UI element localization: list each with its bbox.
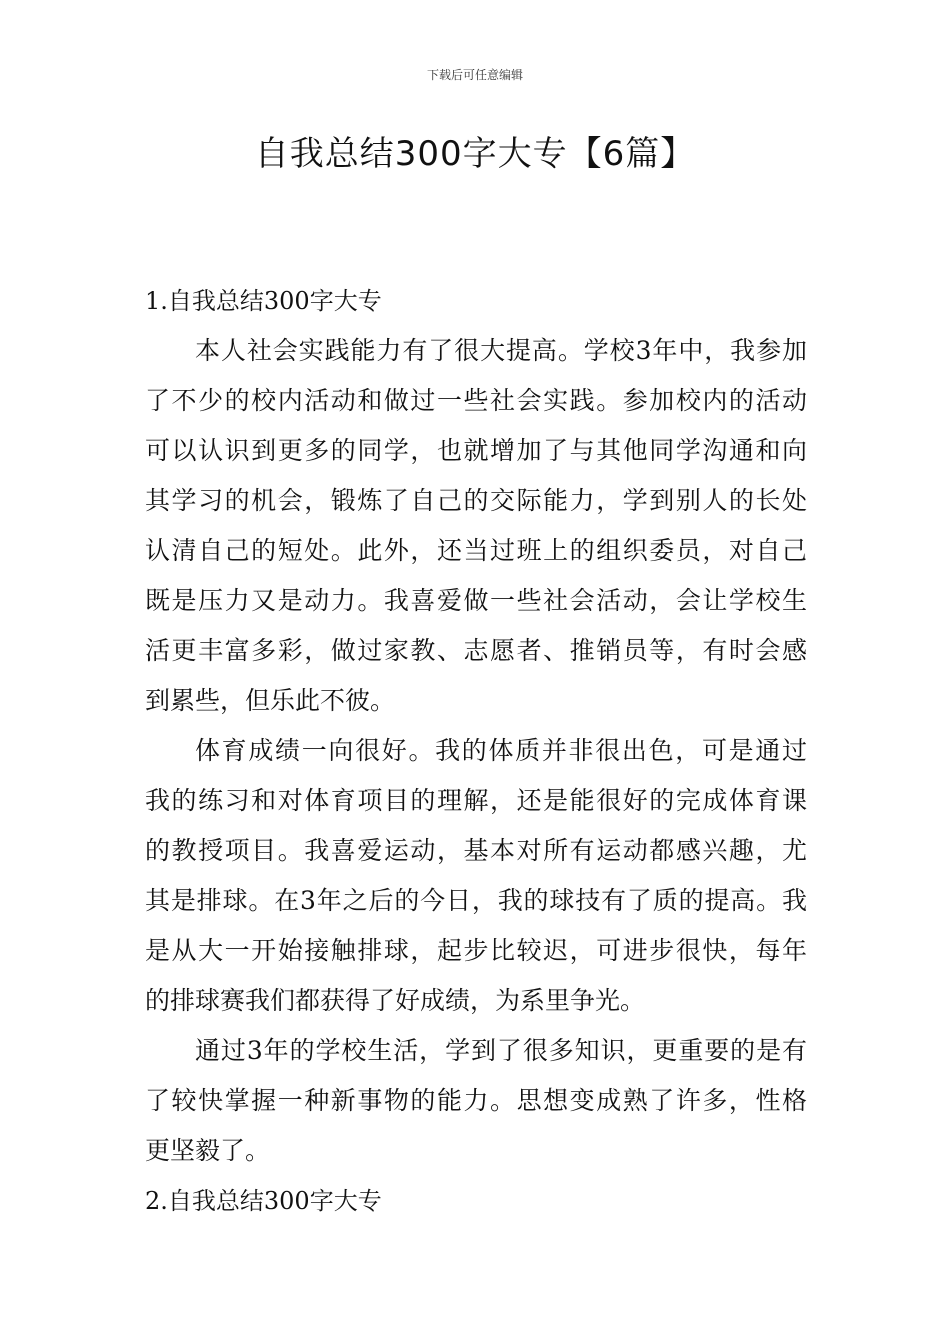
section-heading: 2.自我总结300字大专 [145,1187,382,1215]
text-line: 其学习的机会，锻炼了自己的交际能力，学到别人的长处 [145,486,807,515]
text-line: 我的练习和对体育项目的理解，还是能很好的完成体育课 [145,786,807,815]
document-body [145,276,807,1226]
header-note: 下载后可任意编辑 [426,68,523,82]
text-line: 了较快掌握一种新事物的能力。思想变成熟了许多，性格 [145,1086,807,1115]
text-line: 了不少的校内活动和做过一些社会实践。参加校内的活动 [145,386,807,415]
paragraph [145,726,807,1026]
text-line: 可以认识到更多的同学，也就增加了与其他同学沟通和向 [145,436,807,465]
text-line: 的教授项目。我喜爱运动，基本对所有运动都感兴趣，尤 [145,836,807,865]
paragraph [145,326,807,726]
text-line: 本人社会实践能力有了很大提高。学校3年中，我参加 [195,336,807,365]
text-line: 通过3年的学校生活，学到了很多知识，更重要的是有 [195,1036,807,1065]
text-line: 活更丰富多彩，做过家教、志愿者、推销员等，有时会感 [145,636,807,665]
text-line: 既是压力又是动力。我喜爱做一些社会活动，会让学校生 [145,586,807,615]
section-heading: 1.自我总结300字大专 [145,287,382,315]
text-line: 的排球赛我们都获得了好成绩，为系里争光。 [145,986,646,1015]
text-line: 是从大一开始接触排球，起步比较迟，可进步很快，每年 [145,936,807,965]
text-line: 到累些，但乐此不彼。 [145,686,396,715]
text-line: 更坚毅了。 [145,1136,271,1165]
paragraph [145,1026,807,1176]
text-line: 认清自己的短处。此外，还当过班上的组织委员，对自己 [145,536,807,565]
text-line: 其是排球。在3年之后的今日，我的球技有了质的提高。我 [145,886,807,915]
text-line: 体育成绩一向很好。我的体质并非很出色，可是通过 [195,736,807,765]
document-title: 自我总结300字大专【6篇】 [254,134,696,174]
